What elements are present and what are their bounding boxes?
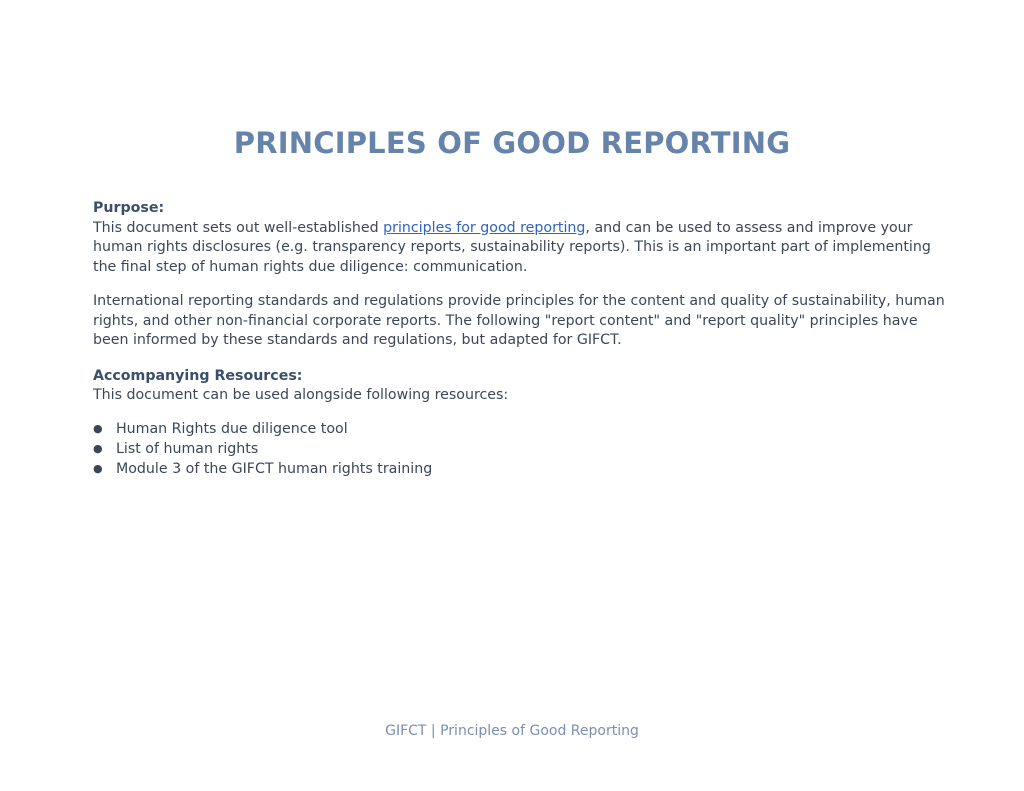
list-item xyxy=(93,439,953,459)
principles-link[interactable]: principles for good reporting xyxy=(383,219,586,236)
resource-item-label: Human Rights due diligence tool xyxy=(116,420,348,437)
page-footer: GIFCT | Principles of Good Reporting xyxy=(385,723,639,739)
purpose-text-start: This document sets out well-established xyxy=(93,219,384,236)
resources-heading: Accompanying Resources: xyxy=(93,367,303,384)
resources-intro: This document can be used alongside following resources: xyxy=(93,387,509,403)
resource-item-label: List of human rights xyxy=(116,440,259,457)
list-item xyxy=(93,459,953,479)
bullet-icon: ● xyxy=(93,441,103,455)
purpose-heading: Purpose: xyxy=(93,200,165,216)
document-title: PRINCIPLES OF GOOD REPORTING xyxy=(233,126,791,160)
purpose-paragraph xyxy=(93,219,953,278)
resources-list xyxy=(93,419,953,479)
list-item xyxy=(93,419,953,439)
purpose-text-end: , and can be used to assess and improve your human rights disclosures (e.g. transparency reports, sustainability reports). This is an important part of implementing the final step of human rights due diligence: communication. xyxy=(93,219,931,275)
standards-paragraph: International reporting standards and regulations provide principles for the content and quality of sustainability, human rights, and other non-financial corporate reports. The following "report content" and "report quality" principles have been informed by these standards and regulations, but adapted for GIFCT. xyxy=(93,293,945,348)
bullet-icon: ● xyxy=(93,421,103,435)
document-body xyxy=(93,199,953,479)
bullet-icon: ● xyxy=(93,461,103,475)
resource-item-label: Module 3 of the GIFCT human rights training xyxy=(116,460,433,477)
